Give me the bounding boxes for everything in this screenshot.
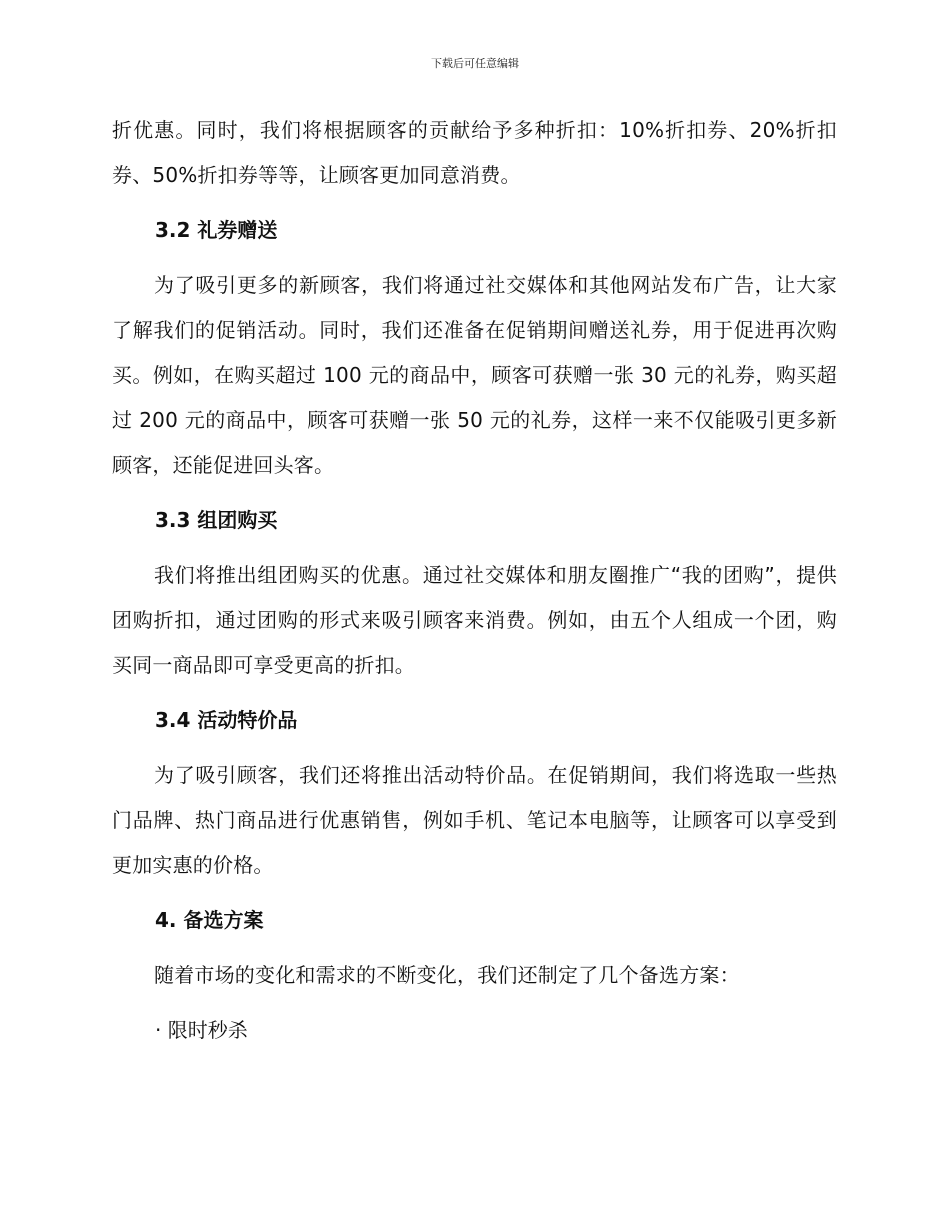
section-heading-3-2: 3.2 礼券赠送	[155, 218, 278, 242]
header-note: 下载后可任意编辑	[431, 57, 519, 70]
section-heading-3-4: 3.4 活动特价品	[155, 708, 298, 732]
paragraph-discount-continued: 折优惠。同时，我们将根据顾客的贡献给予多种折扣：10%折扣券、20%折扣券、50%折扣券等等，让顾客更加同意消费。	[112, 118, 837, 187]
paragraph-gift-coupon: 为了吸引更多的新顾客，我们将通过社交媒体和其他网站发布广告，让大家了解我们的促销活动。同时，我们还准备在促销期间赠送礼券，用于促进再次购买。例如，在购买超过 100 元的商品中，顾客可获赠一张 30 元的礼券，购买超过 200 元的商品中，顾客可获赠一张 50 元的礼券，这样一来不仅能吸引更多新顾客，还能促进回头客。	[112, 273, 837, 477]
paragraph-special-offer: 为了吸引顾客，我们还将推出活动特价品。在促销期间，我们将选取一些热门品牌、热门商品进行优惠销售，例如手机、笔记本电脑等，让顾客可以享受到更加实惠的价格。	[112, 763, 837, 877]
section-heading-3-3: 3.3 组团购买	[155, 508, 278, 532]
paragraph-group-buy: 我们将推出组团购买的优惠。通过社交媒体和朋友圈推广“我的团购”，提供团购折扣，通过团购的形式来吸引顾客来消费。例如，由五个人组成一个团，购买同一商品即可享受更高的折扣。	[112, 563, 837, 677]
list-item-flash-sale: · 限时秒杀	[155, 1018, 248, 1042]
document-body	[112, 108, 837, 1053]
section-heading-4: 4. 备选方案	[155, 908, 264, 932]
paragraph-alternatives-intro: 随着市场的变化和需求的不断变化，我们还制定了几个备选方案：	[154, 963, 740, 987]
